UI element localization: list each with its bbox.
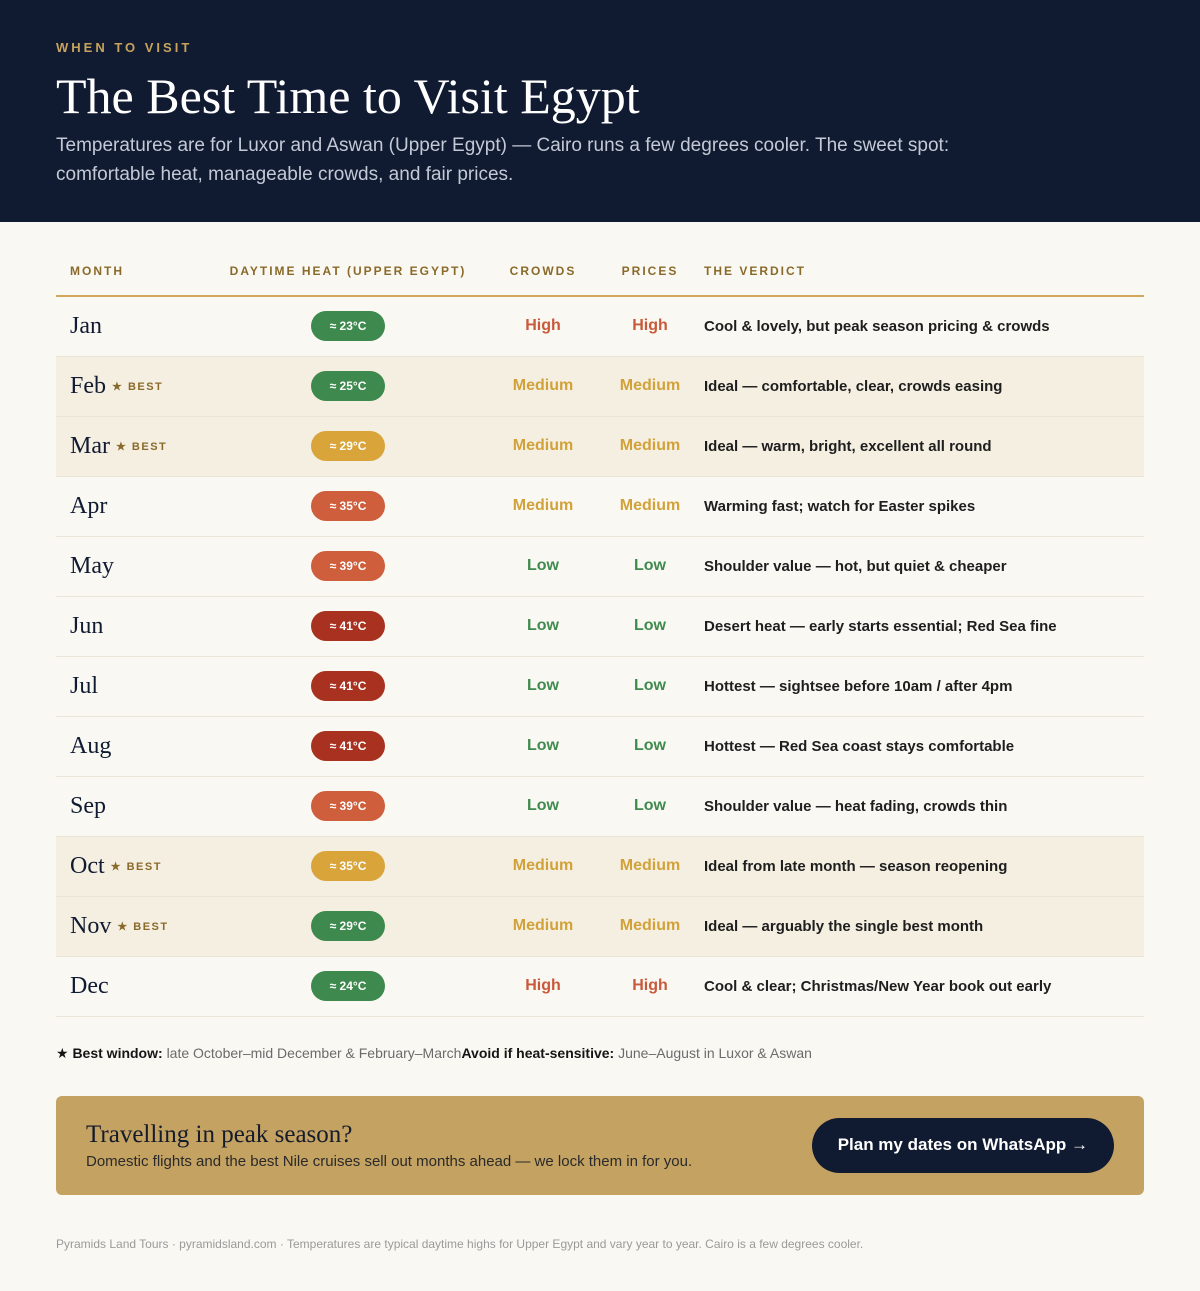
verdict-cell: Cool & lovely, but peak season pricing & crowds [704, 317, 1050, 335]
crowds-cell [490, 416, 596, 476]
table-row [56, 296, 1144, 356]
whatsapp-button[interactable]: Plan my dates on WhatsApp → [812, 1118, 1114, 1173]
month-name: Nov [70, 912, 112, 939]
month-name: Aug [70, 732, 112, 759]
best-label: BEST [131, 441, 168, 454]
month-cell [56, 596, 206, 656]
prices-level: Low [634, 737, 666, 754]
table-row [56, 896, 1144, 956]
month-cell [56, 356, 206, 416]
crowds-level: Medium [512, 497, 574, 514]
table-row [56, 536, 1144, 596]
verdict-cell: Desert heat — early starts essential; Red Sea fine [704, 617, 1057, 635]
verdict-cell: Ideal — comfortable, clear, crowds easing [704, 377, 1003, 395]
month-cell [56, 956, 206, 1016]
prices-cell [596, 716, 704, 776]
column-header-prices: PRICES [596, 256, 704, 296]
prices-cell [596, 656, 704, 716]
month-table-section [0, 256, 1200, 1017]
prices-level: Medium [619, 437, 681, 454]
prices-level: Low [634, 617, 666, 634]
prices-cell [596, 776, 704, 836]
star-icon: ★ [115, 441, 128, 454]
month-cell [56, 896, 206, 956]
heat-cell [206, 656, 490, 716]
heat-cell [206, 296, 490, 356]
temperature-badge: ≈ 29°C [311, 911, 385, 941]
heat-cell [206, 356, 490, 416]
month-name: Feb [70, 372, 106, 399]
verdict-cell: Hottest — Red Sea coast stays comfortable [704, 737, 1015, 755]
crowds-cell [490, 596, 596, 656]
cta-banner [56, 1096, 1144, 1195]
star-icon: ★ [117, 921, 129, 934]
heat-cell [206, 476, 490, 536]
table-row [56, 416, 1144, 476]
heat-cell [206, 536, 490, 596]
crowds-level: Medium [512, 437, 574, 454]
cta-title: Travelling in peak season? [86, 1120, 353, 1148]
prices-level: Medium [619, 917, 681, 934]
prices-cell [596, 956, 704, 1016]
crowds-cell [490, 296, 596, 356]
month-name: Dec [70, 972, 109, 999]
table-row [56, 476, 1144, 536]
crowds-cell [490, 956, 596, 1016]
crowds-cell [490, 716, 596, 776]
verdict-cell: Shoulder value — heat fading, crowds thin [704, 797, 1008, 815]
month-name: May [70, 552, 114, 579]
crowds-cell [490, 776, 596, 836]
verdict-cell: Warming fast; watch for Easter spikes [704, 497, 976, 515]
verdict-cell: Hottest — sightsee before 10am / after 4pm [704, 677, 1013, 695]
month-table [56, 256, 1144, 1017]
month-cell [56, 836, 206, 896]
crowds-level: Low [527, 557, 559, 574]
month-name: Jun [70, 612, 104, 639]
prices-cell [596, 536, 704, 596]
verdict-cell: Ideal — warm, bright, excellent all round [704, 437, 992, 455]
verdict-cell: Ideal — arguably the single best month [704, 917, 984, 935]
prices-cell [596, 596, 704, 656]
month-cell [56, 296, 206, 356]
prices-cell [596, 836, 704, 896]
prices-level: Medium [619, 377, 681, 394]
table-row [56, 656, 1144, 716]
crowds-cell [490, 836, 596, 896]
month-cell [56, 716, 206, 776]
temperature-badge: ≈ 35°C [311, 491, 385, 521]
crowds-cell [490, 536, 596, 596]
best-badge [111, 861, 162, 873]
month-cell [56, 656, 206, 716]
best-window-label: ★ Best window: [56, 1044, 163, 1061]
month-cell [56, 416, 206, 476]
crowds-level: High [525, 977, 561, 994]
heat-cell [206, 836, 490, 896]
table-row [56, 596, 1144, 656]
prices-level: Low [634, 677, 666, 694]
crowds-level: Low [527, 617, 559, 634]
column-header-verdict: THE VERDICT [704, 256, 1144, 296]
best-window-text: late October–mid December & February–March [166, 1044, 462, 1061]
verdict-cell: Ideal from late month — season reopening [704, 857, 1008, 875]
prices-cell [596, 356, 704, 416]
heat-cell [206, 896, 490, 956]
crowds-cell [490, 356, 596, 416]
best-label: BEST [133, 921, 169, 934]
prices-level: High [632, 977, 668, 994]
temperature-badge: ≈ 24°C [311, 971, 385, 1001]
eyebrow: WHEN TO VISIT [56, 40, 193, 55]
month-name: Apr [70, 492, 108, 519]
temperature-badge: ≈ 35°C [311, 851, 385, 881]
temperature-badge: ≈ 25°C [311, 371, 385, 401]
crowds-level: High [525, 317, 561, 335]
cta-copy [86, 1121, 692, 1170]
page-header [0, 0, 1200, 222]
month-name: Oct [70, 852, 105, 879]
crowds-cell [490, 476, 596, 536]
cta-text: Domestic flights and the best Nile cruises sell out months ahead — we lock them in for you. [86, 1152, 693, 1170]
crowds-level: Low [527, 797, 559, 814]
best-label: BEST [126, 861, 162, 874]
heat-cell [206, 776, 490, 836]
crowds-level: Medium [512, 377, 574, 394]
heat-cell [206, 596, 490, 656]
table-row [56, 836, 1144, 896]
star-icon: ★ [110, 861, 123, 874]
month-name: Mar [70, 432, 110, 459]
temperature-badge: ≈ 39°C [311, 551, 385, 581]
star-icon: ★ [112, 381, 124, 394]
column-header-heat: DAYTIME HEAT (UPPER EGYPT) [206, 256, 490, 296]
temperature-badge: ≈ 39°C [311, 791, 385, 821]
crowds-level: Low [527, 677, 559, 694]
page-title: The Best Time to Visit Egypt [56, 68, 640, 124]
prices-level: Low [634, 557, 666, 574]
crowds-level: Medium [512, 857, 574, 874]
prices-cell [596, 476, 704, 536]
prices-level: High [632, 317, 668, 335]
crowds-cell [490, 656, 596, 716]
footer: Pyramids Land Tours · pyramidsland.com · Temperatures are typical daytime highs for Upper Egypt and vary year to year. Cairo is a few degrees cooler. [56, 1236, 864, 1251]
month-name: Sep [70, 792, 106, 819]
page-subtitle: Temperatures are for Luxor and Aswan (Upper Egypt) — Cairo runs a few degrees cooler. The sweet spot: comfortable heat, manageable crowds, and fair prices. [56, 135, 950, 185]
heat-cell [206, 956, 490, 1016]
column-header-month: MONTH [56, 256, 206, 296]
temperature-badge: ≈ 41°C [311, 671, 385, 701]
crowds-level: Low [527, 737, 559, 754]
temperature-badge: ≈ 41°C [311, 731, 385, 761]
table-row [56, 716, 1144, 776]
verdict-cell: Cool & clear; Christmas/New Year book out early [704, 977, 1052, 995]
best-label: BEST [127, 381, 164, 394]
month-cell [56, 776, 206, 836]
month-cell [56, 476, 206, 536]
heat-cell [206, 416, 490, 476]
notes [0, 1045, 1200, 1062]
best-badge [116, 441, 167, 453]
table-row [56, 776, 1144, 836]
verdict-cell: Shoulder value — hot, but quiet & cheaper [704, 557, 1007, 575]
prices-cell [596, 416, 704, 476]
prices-level: Medium [619, 497, 681, 514]
heat-cell [206, 716, 490, 776]
prices-cell [596, 896, 704, 956]
prices-level: Medium [619, 857, 681, 874]
column-header-crowds: CROWDS [490, 256, 596, 296]
table-header-row [56, 256, 1144, 296]
temperature-badge: ≈ 23°C [311, 311, 385, 341]
crowds-cell [490, 896, 596, 956]
prices-cell [596, 296, 704, 356]
temperature-badge: ≈ 41°C [311, 611, 385, 641]
temperature-badge: ≈ 29°C [311, 431, 385, 461]
crowds-level: Medium [512, 917, 574, 934]
prices-level: Low [634, 797, 666, 814]
avoid-label: Avoid if heat-sensitive: [461, 1044, 615, 1061]
table-row [56, 956, 1144, 1016]
month-name: Jan [70, 312, 102, 339]
avoid-text: June–August in Luxor & Aswan [618, 1044, 812, 1061]
best-badge [112, 381, 163, 393]
best-badge [117, 921, 168, 933]
table-row [56, 356, 1144, 416]
month-name: Jul [70, 672, 99, 699]
month-cell [56, 536, 206, 596]
